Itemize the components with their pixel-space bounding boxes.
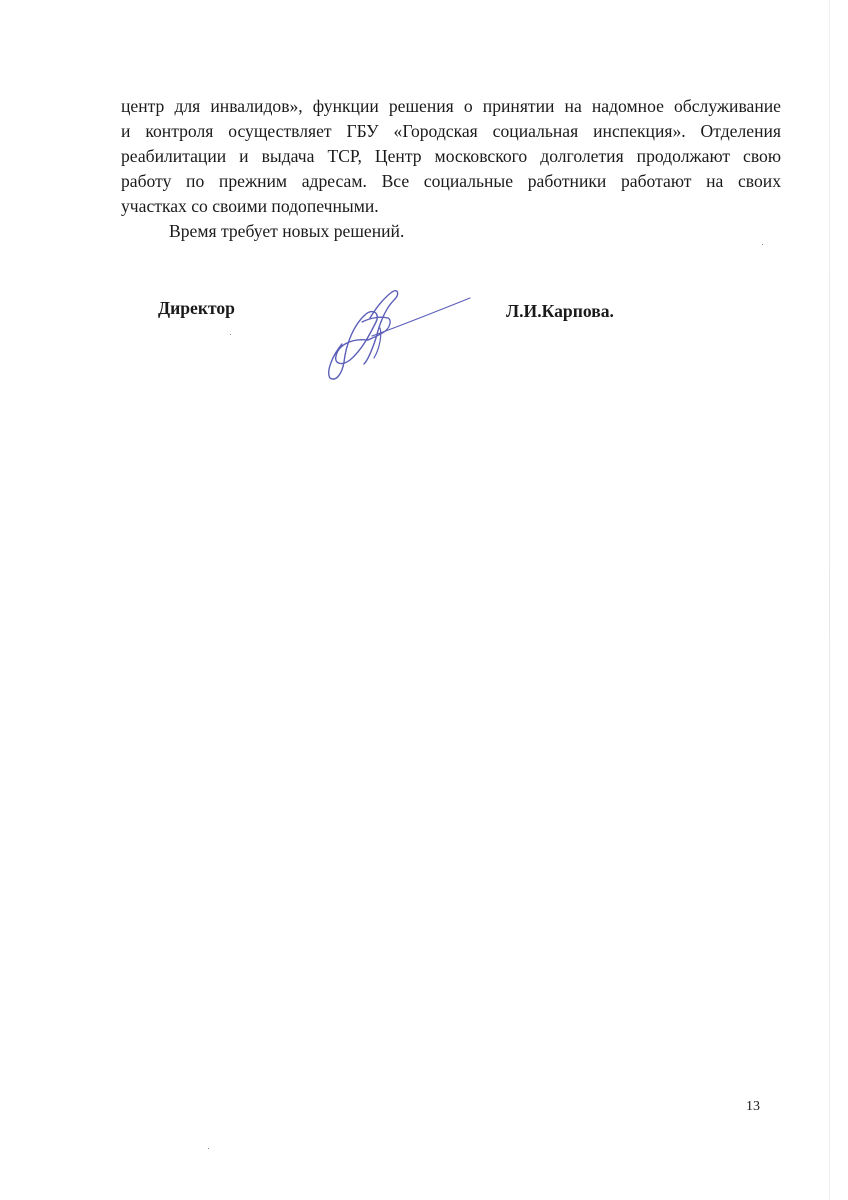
page-edge-shadow — [829, 0, 830, 1200]
closing-sentence: Время требует новых решений. — [169, 221, 405, 241]
paragraph-line: работу по прежним адресам. Все социальные работники работают на своих — [121, 171, 781, 191]
paragraph-line: реабилитации и выдача ТСР, Центр московского долголетия продолжают свою — [121, 146, 781, 166]
scan-speck — [762, 244, 763, 245]
handwritten-signature — [310, 278, 490, 388]
scan-speck — [230, 334, 231, 335]
paragraph-line: и контроля осуществляет ГБУ «Городская социальная инспекция». Отделения — [121, 121, 781, 141]
body-text — [121, 94, 781, 244]
signatory-name: Л.И.Карпова. — [506, 301, 614, 321]
page-number: 13 — [746, 1099, 760, 1114]
scan-speck — [208, 1148, 209, 1149]
signatory-title: Директор — [158, 298, 235, 318]
paragraph-line: центр для инвалидов», функции решения о принятии на надомное обслуживание — [121, 96, 781, 116]
paragraph-line: участках со своими подопечными. — [121, 196, 379, 216]
